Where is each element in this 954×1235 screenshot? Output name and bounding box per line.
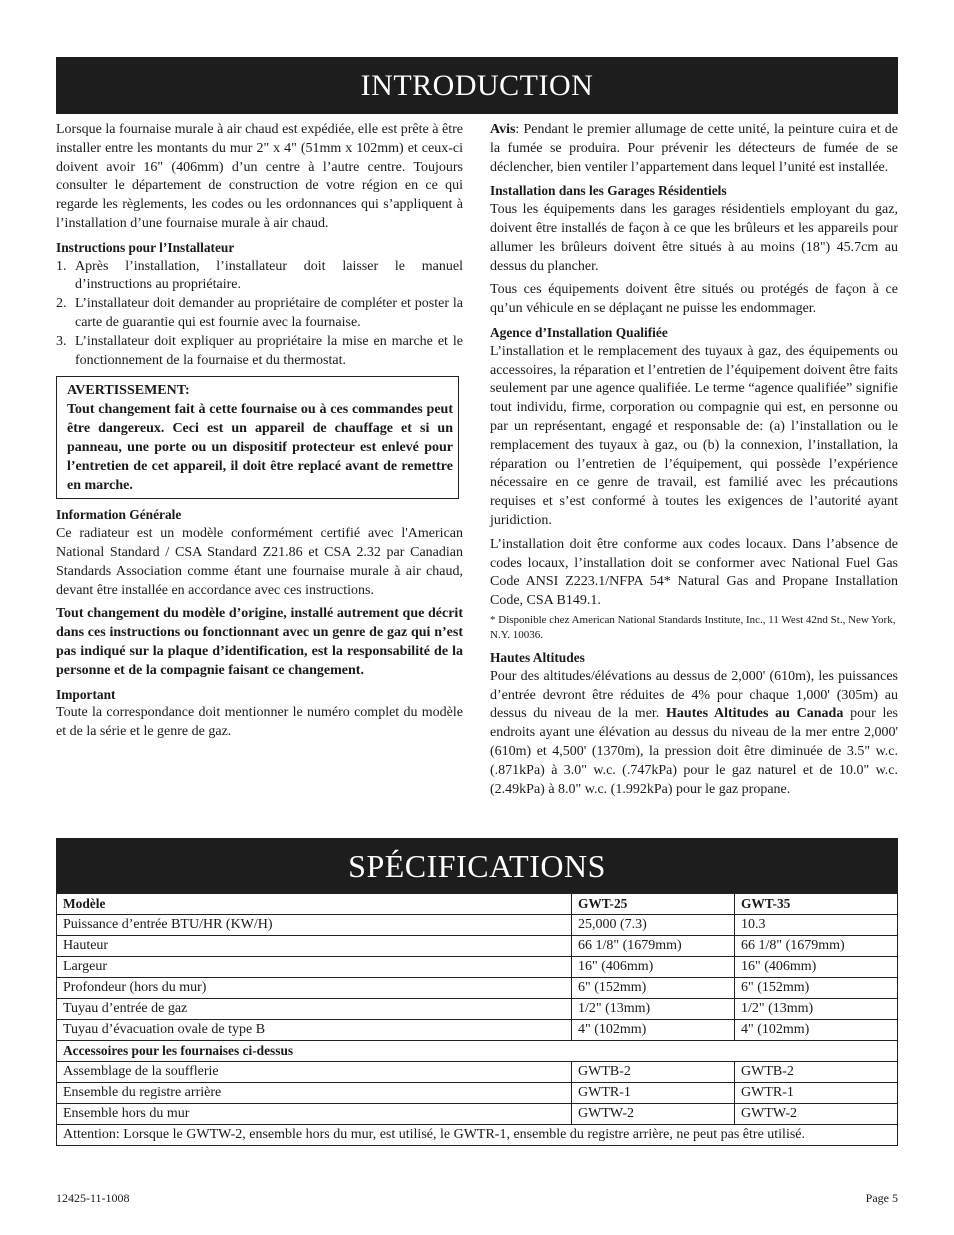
warning-body: Tout changement fait à cette fournaise ou à ces commandes peut être dangereux. Ceci est un appareil de chauffage et si un panneau, une porte ou un dispositif protecteur est enlevé pour l’entretien de cet appareil, il doit être replacé avant de remettre en marche. (67, 402, 453, 494)
table-row: Tuyau d’entrée de gaz 1/2" (13mm) 1/2" (13mm) (57, 999, 898, 1020)
important-text: Toute la correspondance doit mentionner le numéro complet du modèle et de la série et le genre de gaz. (56, 705, 463, 740)
document-code: 12425-11-1008 (56, 1191, 130, 1205)
general-info-text: Ce radiateur est un modèle conformément certifié avec l'American National Standard / CSA Standard Z21.86 et CSA 2.32 par Canadian Standards Association comme étant une fournaise murale à air chaud, devant être installée en accordance avec ces instructions. (56, 526, 463, 598)
agency-heading: Agence d’Installation Qualifiée (490, 324, 668, 340)
table-row: Assemblage de la soufflerie GWTB-2 GWTB-2 (57, 1062, 898, 1083)
table-row: Puissance d’entrée BTU/HR (KW/H) 25,000 (7.3) 10.3 (57, 915, 898, 936)
list-item: 2. L’installateur doit demander au propriétaire de compléter et poster la carte de guarantie qui est fournie avec la fournaise. (56, 296, 463, 330)
avis-paragraph: Avis: Pendant le premier allumage de cette unité, la peinture cuira et de la fumée se produira. Pour prévenir les détecteurs de fumée de se déclencher, bien ventiler l’appartement dans lequel l’unité est installée. (490, 122, 898, 175)
installer-list (56, 258, 463, 371)
introduction-title: INTRODUCTION (360, 68, 594, 102)
codes-text: L’installation doit être conforme aux codes locaux. Dans l’absence de codes locaux, l’installation doit se conformer avec National Fuel Gas Code ANSI Z223.1/NFPA 54* Natural Gas and Propane Installation Code, CSA B149.1. (490, 536, 898, 609)
list-item: 1. Après l’installation, l’installateur doit laisser le manuel d’instructions au propriétaire. (56, 258, 463, 293)
warning-title: AVERTISSEMENT: (67, 383, 190, 399)
accessories-heading-row: Accessoires pour les fournaises ci-dessus (57, 1041, 898, 1062)
table-row: Ensemble du registre arrière GWTR-1 GWTR-1 (57, 1083, 898, 1104)
left-column (56, 121, 463, 747)
introduction-banner (56, 57, 898, 114)
table-row: Largeur 16" (406mm) 16" (406mm) (57, 957, 898, 978)
garage-text-2: Tous ces équipements doivent être situés ou protégés de façon à ce qu’un véhicule en se déplaçant ne puisse les endommager. (490, 282, 898, 317)
modification-warning: Tout changement du modèle d’origine, installé autrement que décrit dans ces instructions ou fonctionnant avec un genre de gaz qui n’est pas indiqué sur la plaque d’identification, est la responsabilité de la personne et de la compagnie faisant ce changement. (56, 606, 463, 678)
specifications-title: SPÉCIFICATIONS (348, 847, 606, 884)
installer-heading: Instructions pour l’Installateur (56, 239, 235, 255)
garage-heading: Installation dans les Garages Résidentiels (490, 183, 727, 199)
garage-text-1: Tous les équipements dans les garages résidentiels employant du gaz, doivent être installés de façon à ce que les brûleurs et les appareils pour allumer les brûleurs doivent être situés à au moins (18") 45.7cm au dessus du plancher. (490, 202, 898, 274)
agency-text: L’installation et le remplacement des tuyaux à gaz, des équipements ou accessoires, la réparation et l’entretien de l’équipement doivent être faits seulement par une agence qualifiée. Le terme “agence qualifiée” signifie tout individu, firme, corporation ou compagnie qui est, en personne ou par un représentant, engagé et responsable de: (a) l’installation ou le remplacement des tuyaux à gaz, ou (b) la connexion, l’installation, la réparation ou l’entretien de l’équipement, qui possède l’expérience nécessaire en ce genre de travail, est familié avec les précautions requises et s’est conformé à toutes les exigences de l’autorité ayant juridiction. (490, 343, 898, 528)
table-row: Profondeur (hors du mur) 6" (152mm) 6" (152mm) (57, 978, 898, 999)
table-header-row: Modèle GWT-25 GWT-35 (57, 894, 898, 915)
general-info-heading: Information Générale (56, 507, 182, 523)
altitude-heading: Hautes Altitudes (490, 649, 585, 665)
table-row: Ensemble hors du mur GWTW-2 GWTW-2 (57, 1104, 898, 1125)
avis-label: Avis (490, 122, 516, 137)
important-heading: Important (56, 686, 116, 702)
attention-row: Attention: Lorsque le GWTW-2, ensemble hors du mur, est utilisé, le GWTR-1, ensemble du registre arrière, ne peut pas être utilisé. (57, 1125, 898, 1146)
intro-paragraph: Lorsque la fournaise murale à air chaud est expédiée, elle est prête à être installer entre les montants du mur 2" x 4" (51mm x 102mm) et ceux-ci doivent avoir 16" (406mm) d’un centre à l’autre centre. Toujours consulter le département de construction de votre région en ce qui regarde les règlements, les codes ou les ordonnances qui s’appliquent à l’installation d’une fournaise murale à air chaud. (56, 122, 463, 231)
table-row: Tuyau d’évacuation ovale de type B 4" (102mm) 4" (102mm) (57, 1020, 898, 1041)
page-number: Page 5 (865, 1191, 898, 1205)
table-row: Hauteur 66 1/8" (1679mm) 66 1/8" (1679mm) (57, 936, 898, 957)
specifications-table (56, 893, 898, 1146)
altitude-text: Pour des altitudes/élévations au dessus de 2,000' (610m), les puissances d’entrée devront être réduites de 4% pour chaque 1,000' (305m) au dessus du niveau de la mer. Hautes Altitudes au Canada pour les endroits ayant une élévation au dessus du niveau de la mer entre 2,000' (610m) et 4,500' (1370m), la pression doit être diminuée de 3.5" w.c. (.871kPa) à 3.0" w.c. (.747kPa) pour le gaz naturel et de 10.0" w.c. (2.49kPa) à 8.0" w.c. (1.992kPa) pour le gaz propane. (490, 668, 899, 797)
list-item: 3. L’installateur doit expliquer au propriétaire la mise en marche et le fonctionnement de la fournaise et du thermostat. (56, 333, 463, 368)
warning-box (56, 376, 459, 499)
footnote: * Disponible chez American National Standards Institute, Inc., 11 West 42nd St., New York, N.Y. 10036. (490, 613, 896, 641)
right-column (490, 121, 898, 804)
specifications-banner (56, 838, 898, 894)
